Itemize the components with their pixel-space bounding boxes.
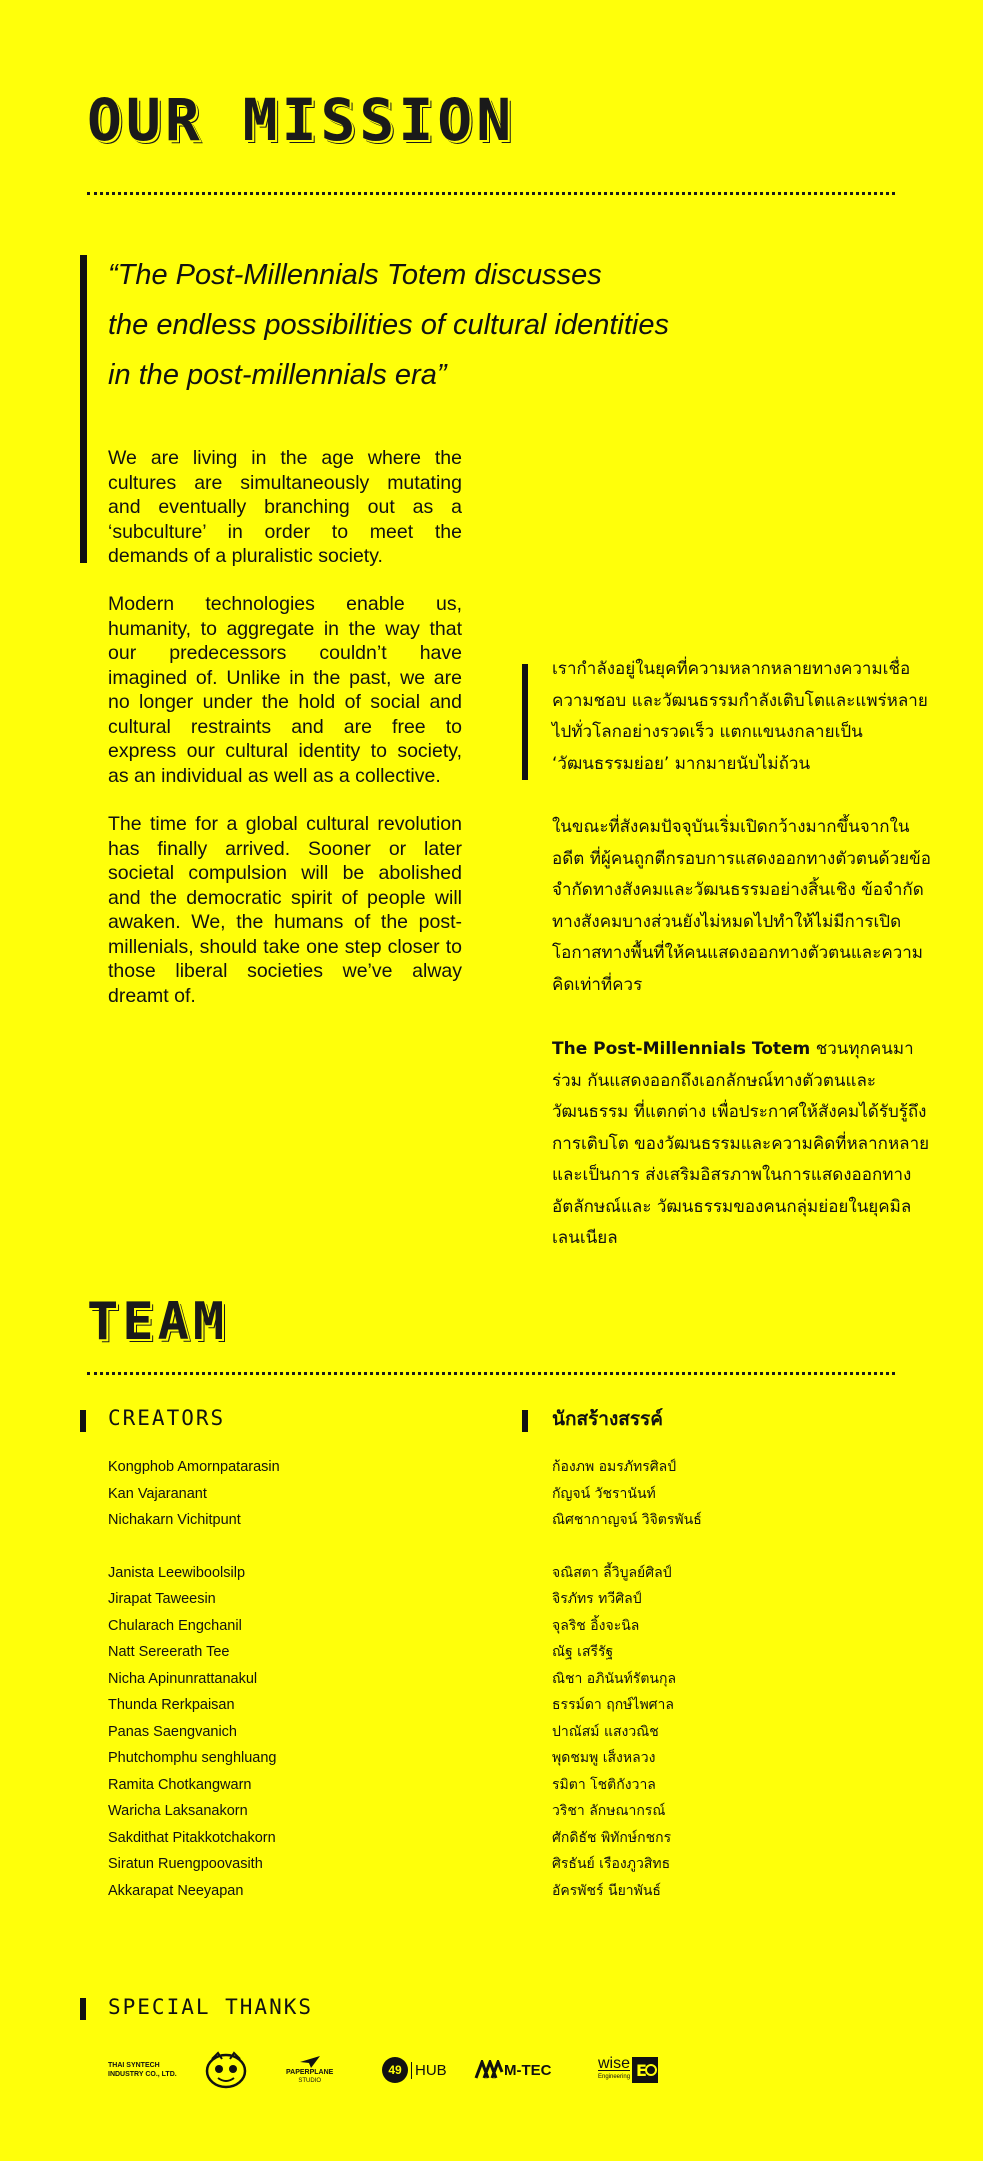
list-item: Nicha Apinunrattanakul <box>108 1670 258 1687</box>
sponsor-logos <box>108 2050 688 2090</box>
mission-paragraph-en-2: Modern technologies enable us, humanity, to aggregate in the way that our predecessors couldn’t have imagined of. Unlike in the past, we are no longer under the hold of social and cultural restraints and are free to express our cultural identity to society, as an individual as well as a collective. <box>108 593 462 787</box>
list-item: Kongphob Amornpatarasin <box>108 1459 280 1475</box>
thai-paragraph-text: ชวนทุกคนมาร่วม กันแสดงออกถึงเอกลักษณ์ทางตัวตนและวัฒนธรรม ที่แตกต่าง เพื่อประกาศให้สังคมได้รับรู้ถึงการเติบโต ของวัฒนธรรมและความคิดที่หลากหลาย และเป็นการ ส่งเสริมอิสรภาพในการแสดงออกทางอัตลักษณ์และ วัฒนธรรมของคนกลุ่มย่อยในยุคมิลเลนเนียล <box>552 1039 930 1248</box>
team-divider <box>87 1372 895 1375</box>
logo-thai-syntech: THAI SYNTECH INDUSTRY CO., LTD. <box>108 2062 177 2078</box>
list-item: อัครพัชร์ นียาพันธ์ <box>552 1882 661 1899</box>
quote-line: “The Post-Millennials Totem discusses <box>108 259 602 291</box>
creators-label: CREATORS <box>108 1406 226 1430</box>
brand-name: The Post-Millennials Totem <box>552 1039 811 1059</box>
list-item: ณิชา อภินันท์รัตนกุล <box>552 1670 677 1687</box>
list-item: ธรรม์ดา ฤกษ์ไพศาล <box>552 1697 674 1713</box>
quote-bar <box>80 255 87 563</box>
list-item: Phutchomphu senghluang <box>108 1750 277 1766</box>
mascot-face-icon <box>204 2050 248 2090</box>
list-item: Panas Saengvanich <box>108 1723 237 1740</box>
list-item: Kan Vajaranant <box>108 1485 207 1502</box>
special-thanks-bar <box>80 1998 86 2020</box>
list-item: พุดชมพู เส็งหลวง <box>552 1750 656 1766</box>
mission-paragraph-en-1: We are living in the age where the cultures are simultaneously mutating and eventually branching out as a ‘subculture’ in order to meet the demands of a pluralistic society. <box>108 447 462 567</box>
svg-text:E: E <box>636 2061 647 2080</box>
team-title: TEAM <box>87 1292 229 1352</box>
list-item: ศิรธันย์ เรืองภูวสิทธ <box>552 1856 671 1872</box>
thai-bar <box>522 664 528 780</box>
logo-m-tec: M-TEC <box>474 2050 552 2090</box>
list-item: ศักดิธัช พิทักษ์กชกร <box>552 1829 672 1846</box>
wise-e0-mark-icon <box>632 2057 658 2083</box>
mission-paragraph-th-1: เรากำลังอยู่ในยุคที่ความหลากหลายทางความเชื่อ ความชอบ และวัฒนธรรมกำลังเติบโตและแพร่หลาย ไปทั่วโลกอย่างรวดเร็ว แตกแขนงกลายเป็น ‘วัฒนธรรมย่อย’ มากมายนับไม่ถ้วน <box>552 659 928 774</box>
list-item: Akkarapat Neeyapan <box>108 1882 244 1899</box>
list-item: Natt Sereerath Tee <box>108 1644 230 1660</box>
list-item: Janista Leewiboolsilp <box>108 1564 246 1581</box>
creators-list-en <box>108 1454 280 1904</box>
mission-quote <box>108 250 748 400</box>
quote-line: in the post-millennials era” <box>108 359 447 391</box>
logo-49-hub: 49 HUB <box>382 2050 447 2090</box>
list-item: Waricha Laksanakorn <box>108 1803 248 1819</box>
list-item: Nichakarn Vichitpunt <box>108 1512 241 1528</box>
logo-paperplane: PAPERPLANE STUDIO <box>286 2050 333 2090</box>
list-item: รมิตา โชติกังวาล <box>552 1776 656 1793</box>
creators-label-th: นักสร้างสรรค์ <box>552 1408 663 1430</box>
mission-divider <box>87 192 895 195</box>
list-item: Ramita Chotkangwarn <box>108 1776 252 1793</box>
creators-th-bar <box>522 1410 528 1432</box>
mission-paragraph-en-3: The time for a global cultural revolution has finally arrived. Sooner or later societal compulsion will be abolished and the democratic spirit of people will awaken. We, the humans of the post-millenials, should take one step closer to those liberal societies we’ve alway dreamt of. <box>108 813 462 1007</box>
m-tec-mark-icon <box>474 2060 504 2080</box>
list-item: วริชา ลักษณากรณ์ <box>552 1803 666 1819</box>
paperplane-icon <box>299 2055 321 2069</box>
list-item: ปาณัสม์ แสงวณิช <box>552 1723 659 1740</box>
list-item: Sakdithat Pitakkotchakorn <box>108 1829 276 1846</box>
creators-list-th <box>552 1454 702 1904</box>
list-item: จุลริช อิ้งจะนิล <box>552 1617 640 1634</box>
list-item: ณัฐ เสรีรัฐ <box>552 1644 614 1660</box>
list-item: จณิสตา ลี้วิบูลย์ศิลป์ <box>552 1564 672 1581</box>
list-item: จิรภัทร ทวีศิลป์ <box>552 1591 642 1607</box>
special-thanks-label: SPECIAL THANKS <box>108 1995 314 2019</box>
quote-line: the endless possibilities of cultural identities <box>108 309 669 341</box>
mission-paragraph-th-3 <box>552 1034 932 1255</box>
mission-title: OUR MISSION <box>87 86 516 154</box>
list-item: ก้องภพ อมรภัทรศิลป์ <box>552 1459 677 1475</box>
list-item: Jirapat Taweesin <box>108 1591 216 1607</box>
list-item: ณิศชากาญจน์ วิจิตรพันธ์ <box>552 1512 702 1528</box>
list-item: Chularach Engchanil <box>108 1617 242 1634</box>
mission-paragraph-th-2: ในขณะที่สังคมปัจจุบันเริ่มเปิดกว้างมากขึ้นจากในอดีต ที่ผู้คนถูกตีกรอบการแสดงออกทางตัวตนด้วยข้อ จำกัดทางสังคมและวัฒนธรรมอย่างสิ้นเชิง ข้อจำกัด ทางสังคมบางส่วนยังไม่หมดไปทำให้ไม่มีการเปิด โอกาสทางพื้นที่ให้คนแสดงออกทางตัวตนและความ คิดเท่าที่ควร <box>552 817 931 995</box>
logo-wise: wise Engineering E <box>598 2050 658 2090</box>
list-item: Siratun Ruengpoovasith <box>108 1856 263 1872</box>
creators-bar <box>80 1410 86 1432</box>
list-item: Thunda Rerkpaisan <box>108 1697 235 1713</box>
list-item: กัญจน์ วัชรานันท์ <box>552 1485 656 1502</box>
